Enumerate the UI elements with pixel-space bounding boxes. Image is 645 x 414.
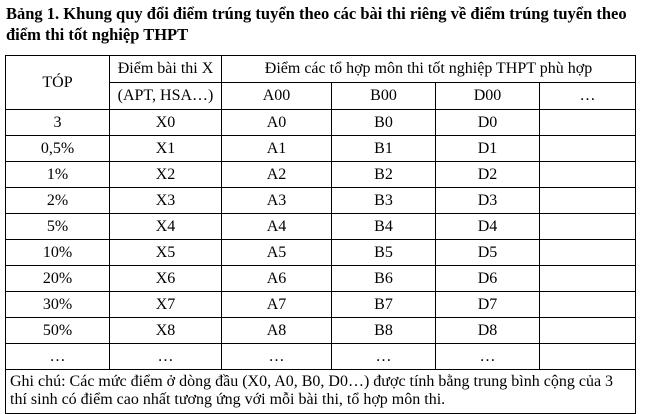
table-row bbox=[6, 292, 636, 318]
cell-top: 30% bbox=[6, 292, 110, 318]
cell-b00: B4 bbox=[332, 214, 436, 240]
table-row bbox=[6, 162, 636, 188]
cell-d00: D3 bbox=[436, 188, 540, 214]
cell-top: … bbox=[6, 344, 110, 370]
cell-more bbox=[540, 136, 636, 162]
header-group: Điểm các tổ hợp môn thi tốt nghiệp THPT phù hợp bbox=[222, 56, 636, 83]
cell-more bbox=[540, 214, 636, 240]
cell-score-x: … bbox=[110, 344, 222, 370]
table-note: Ghi chú: Các mức điểm ở dòng đầu (X0, A0, B0, D0…) được tính bằng trung bình cộng của 3 thí sinh có điểm cao nhất tương ứng với mỗi bài thi, tổ hợp môn thi. bbox=[6, 370, 636, 414]
cell-b00: B7 bbox=[332, 292, 436, 318]
header-top: TÓP bbox=[6, 56, 110, 110]
cell-d00: D7 bbox=[436, 292, 540, 318]
cell-d00: … bbox=[436, 344, 540, 370]
cell-d00: D5 bbox=[436, 240, 540, 266]
cell-top: 20% bbox=[6, 266, 110, 292]
cell-d00: D2 bbox=[436, 162, 540, 188]
cell-more bbox=[540, 318, 636, 344]
cell-d00: D0 bbox=[436, 110, 540, 136]
header-score-line2: (APT, HSA…) bbox=[110, 83, 222, 110]
header-col-d00: D00 bbox=[436, 83, 540, 110]
cell-b00: … bbox=[332, 344, 436, 370]
cell-more bbox=[540, 110, 636, 136]
note-row bbox=[6, 370, 636, 414]
header-col-a00: A00 bbox=[222, 83, 332, 110]
table-row bbox=[6, 240, 636, 266]
cell-more bbox=[540, 188, 636, 214]
header-score-line1: Điểm bài thi X bbox=[110, 56, 222, 83]
cell-score-x: X8 bbox=[110, 318, 222, 344]
cell-b00: B8 bbox=[332, 318, 436, 344]
cell-a00: A0 bbox=[222, 110, 332, 136]
cell-b00: B2 bbox=[332, 162, 436, 188]
header-row-1 bbox=[6, 56, 636, 83]
cell-d00: D8 bbox=[436, 318, 540, 344]
cell-top: 2% bbox=[6, 188, 110, 214]
cell-b00: B6 bbox=[332, 266, 436, 292]
cell-a00: A8 bbox=[222, 318, 332, 344]
cell-score-x: X3 bbox=[110, 188, 222, 214]
table-body bbox=[6, 56, 636, 414]
table-row bbox=[6, 214, 636, 240]
cell-b00: B5 bbox=[332, 240, 436, 266]
cell-b00: B3 bbox=[332, 188, 436, 214]
table-row bbox=[6, 188, 636, 214]
cell-b00: B1 bbox=[332, 136, 436, 162]
cell-top: 5% bbox=[6, 214, 110, 240]
cell-top: 3 bbox=[6, 110, 110, 136]
cell-d00: D6 bbox=[436, 266, 540, 292]
cell-score-x: X4 bbox=[110, 214, 222, 240]
cell-score-x: X7 bbox=[110, 292, 222, 318]
cell-d00: D4 bbox=[436, 214, 540, 240]
header-col-more: … bbox=[540, 83, 636, 110]
table-row bbox=[6, 136, 636, 162]
table-row bbox=[6, 344, 636, 370]
cell-a00: … bbox=[222, 344, 332, 370]
cell-more bbox=[540, 240, 636, 266]
cell-a00: A2 bbox=[222, 162, 332, 188]
cell-top: 1% bbox=[6, 162, 110, 188]
cell-a00: A7 bbox=[222, 292, 332, 318]
cell-more bbox=[540, 344, 636, 370]
cell-more bbox=[540, 292, 636, 318]
cell-score-x: X6 bbox=[110, 266, 222, 292]
conversion-table bbox=[5, 55, 636, 414]
cell-top: 0,5% bbox=[6, 136, 110, 162]
cell-b00: B0 bbox=[332, 110, 436, 136]
table-title: Bảng 1. Khung quy đổi điểm trúng tuyển theo các bài thi riêng về điểm trúng tuyển theo điểm thi tốt nghiệp THPT bbox=[6, 4, 627, 44]
table-row bbox=[6, 110, 636, 136]
cell-score-x: X0 bbox=[110, 110, 222, 136]
cell-top: 10% bbox=[6, 240, 110, 266]
cell-d00: D1 bbox=[436, 136, 540, 162]
table-row bbox=[6, 318, 636, 344]
cell-a00: A6 bbox=[222, 266, 332, 292]
table-row bbox=[6, 266, 636, 292]
cell-a00: A1 bbox=[222, 136, 332, 162]
cell-more bbox=[540, 266, 636, 292]
cell-score-x: X5 bbox=[110, 240, 222, 266]
cell-score-x: X2 bbox=[110, 162, 222, 188]
cell-more bbox=[540, 162, 636, 188]
cell-score-x: X1 bbox=[110, 136, 222, 162]
cell-top: 50% bbox=[6, 318, 110, 344]
cell-a00: A3 bbox=[222, 188, 332, 214]
cell-a00: A4 bbox=[222, 214, 332, 240]
cell-a00: A5 bbox=[222, 240, 332, 266]
header-col-b00: B00 bbox=[332, 83, 436, 110]
